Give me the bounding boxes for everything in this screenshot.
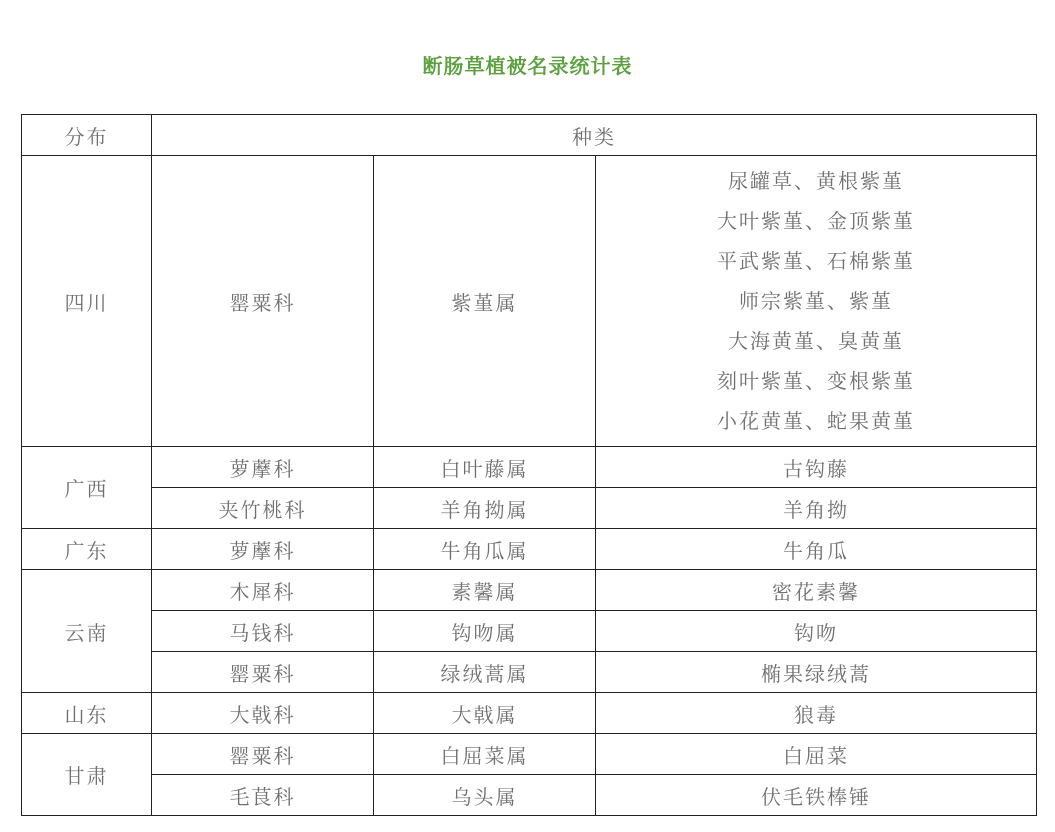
table-row bbox=[22, 693, 1037, 734]
genus-cell: 牛角瓜属 bbox=[374, 529, 596, 570]
genus-cell: 绿绒蒿属 bbox=[374, 652, 596, 693]
table-row bbox=[22, 652, 1037, 693]
table-row bbox=[22, 488, 1037, 529]
header-distribution: 分布 bbox=[22, 115, 152, 156]
species-cell: 椭果绿绒蒿 bbox=[596, 652, 1037, 693]
species-line: 尿罐草、黄根紫堇 bbox=[728, 169, 904, 193]
species-cell: 伏毛铁棒锤 bbox=[596, 775, 1037, 816]
genus-cell: 羊角拗属 bbox=[374, 488, 596, 529]
species-cell: 狼毒 bbox=[596, 693, 1037, 734]
family-cell: 罂粟科 bbox=[152, 156, 374, 447]
species-line: 刻叶紫堇、变根紫堇 bbox=[717, 369, 915, 393]
genus-cell: 素馨属 bbox=[374, 570, 596, 611]
family-cell: 罂粟科 bbox=[152, 734, 374, 775]
species-line: 小花黄堇、蛇果黄堇 bbox=[717, 409, 915, 433]
genus-cell: 钩吻属 bbox=[374, 611, 596, 652]
region-cell: 山东 bbox=[22, 693, 152, 734]
header-species: 种类 bbox=[152, 115, 1037, 156]
family-cell: 木犀科 bbox=[152, 570, 374, 611]
species-cell: 钩吻 bbox=[596, 611, 1037, 652]
table-row bbox=[22, 570, 1037, 611]
genus-cell: 大戟属 bbox=[374, 693, 596, 734]
genus-cell: 白屈菜属 bbox=[374, 734, 596, 775]
region-cell: 广西 bbox=[22, 447, 152, 529]
page-title: 断肠草植被名录统计表 bbox=[422, 54, 633, 78]
family-cell: 夹竹桃科 bbox=[152, 488, 374, 529]
species-cell: 古钩藤 bbox=[596, 447, 1037, 488]
table-row bbox=[22, 611, 1037, 652]
species-line: 大海黄堇、臭黄堇 bbox=[728, 329, 904, 353]
family-cell: 罂粟科 bbox=[152, 652, 374, 693]
family-cell: 大戟科 bbox=[152, 693, 374, 734]
species-cell: 羊角拗 bbox=[596, 488, 1037, 529]
region-cell: 云南 bbox=[22, 570, 152, 693]
table-row bbox=[22, 529, 1037, 570]
genus-cell: 紫堇属 bbox=[374, 156, 596, 447]
region-cell: 甘肃 bbox=[22, 734, 152, 816]
species-line: 师宗紫堇、紫堇 bbox=[739, 289, 893, 313]
genus-cell: 白叶藤属 bbox=[374, 447, 596, 488]
family-cell: 毛茛科 bbox=[152, 775, 374, 816]
plant-table bbox=[21, 114, 1037, 816]
species-cell: 密花素馨 bbox=[596, 570, 1037, 611]
species-cell bbox=[596, 156, 1037, 447]
region-cell: 四川 bbox=[22, 156, 152, 447]
family-cell: 萝藦科 bbox=[152, 529, 374, 570]
table-row bbox=[22, 156, 1037, 447]
table-row bbox=[22, 447, 1037, 488]
species-cell: 牛角瓜 bbox=[596, 529, 1037, 570]
species-line: 平武紫堇、石棉紫堇 bbox=[717, 249, 915, 273]
genus-cell: 乌头属 bbox=[374, 775, 596, 816]
table-row bbox=[22, 775, 1037, 816]
species-line: 大叶紫堇、金顶紫堇 bbox=[717, 209, 915, 233]
family-cell: 萝藦科 bbox=[152, 447, 374, 488]
header-row bbox=[22, 115, 1037, 156]
region-cell: 广东 bbox=[22, 529, 152, 570]
species-cell: 白屈菜 bbox=[596, 734, 1037, 775]
table-row bbox=[22, 734, 1037, 775]
family-cell: 马钱科 bbox=[152, 611, 374, 652]
